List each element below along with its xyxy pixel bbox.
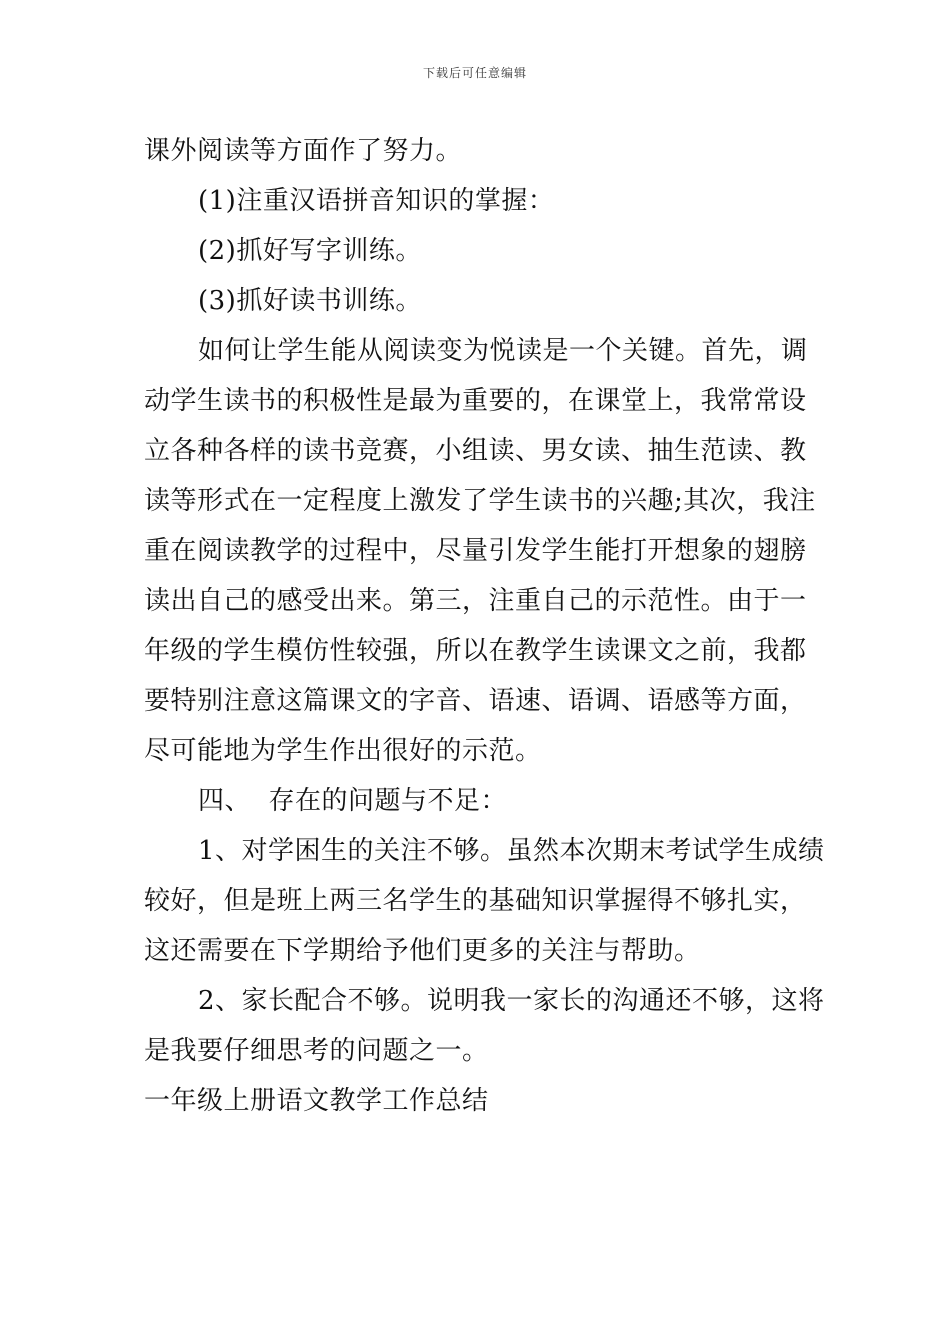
document-title: 一年级上册语文教学工作总结 (144, 1086, 489, 1116)
page-header: 下载后可任意编辑 (422, 66, 527, 80)
text-line: 重在阅读教学的过程中，尽量引发学生能打开想象的翅膀 (144, 536, 807, 566)
paragraph-start: 1、对学困生的关注不够。虽然本次期末考试学生成绩 (198, 836, 825, 866)
paragraph-start: 如何让学生能从阅读变为悦读是一个关键。首先，调 (198, 336, 808, 366)
paragraph-start: 2、家长配合不够。说明我一家长的沟通还不够，这将 (198, 986, 825, 1016)
text-line: 年级的学生模仿性较强，所以在教学生读课文之前，我都 (144, 636, 807, 666)
text-line: 读等形式在一定程度上激发了学生读书的兴趣;其次，我注 (144, 486, 816, 516)
list-item: (1)注重汉语拼音知识的掌握： (198, 186, 555, 216)
section-heading: 四、 存在的问题与不足： (198, 786, 508, 816)
text-line: 动学生读书的积极性是最为重要的，在课堂上，我常常设 (144, 386, 807, 416)
text-line: 这还需要在下学期给予他们更多的关注与帮助。 (144, 936, 701, 966)
text-line: 尽可能地为学生作出很好的示范。 (144, 736, 542, 766)
document-body (144, 126, 825, 1126)
text-line: 立各种各样的读书竞赛，小组读、男女读、抽生范读、教 (144, 436, 807, 466)
text-line: 读出自己的感受出来。第三，注重自己的示范性。由于一 (144, 586, 807, 616)
list-item: (3)抓好读书训练。 (198, 286, 422, 316)
text-line: 是我要仔细思考的问题之一。 (144, 1036, 489, 1066)
list-item: (2)抓好写字训练。 (198, 236, 422, 266)
text-line: 课外阅读等方面作了努力。 (144, 136, 463, 166)
text-line: 较好，但是班上两三名学生的基础知识掌握得不够扎实， (144, 886, 807, 916)
text-line: 要特别注意这篇课文的字音、语速、语调、语感等方面， (144, 686, 807, 716)
